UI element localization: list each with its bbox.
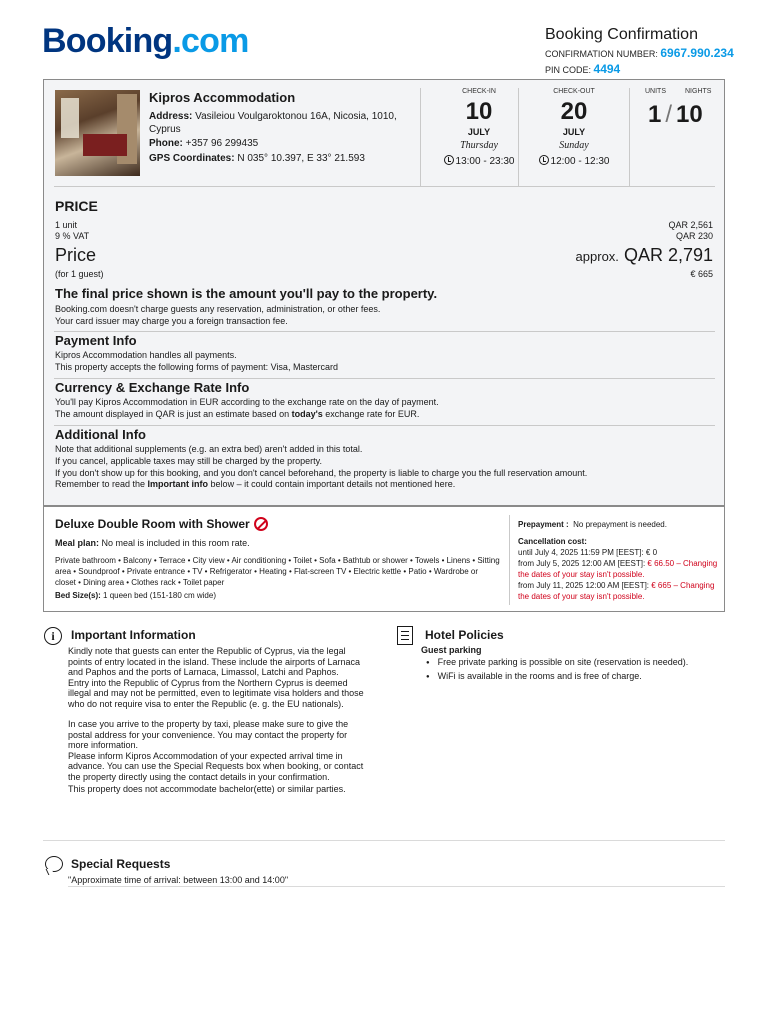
no-smoking-icon	[254, 517, 268, 531]
special-requests-title: Special Requests	[71, 857, 171, 871]
payment-info-title: Payment Info	[55, 333, 137, 348]
currency-info-title: Currency & Exchange Rate Info	[55, 380, 250, 395]
units-nights-value: 1 / 10	[648, 101, 703, 128]
divider	[54, 186, 715, 187]
policies-list	[426, 656, 688, 684]
divider	[54, 378, 715, 379]
property-gps: GPS Coordinates: N 035° 10.397, E 33° 21.593	[149, 153, 365, 164]
property-photo	[55, 90, 140, 176]
confirmation-title: Booking Confirmation	[545, 26, 698, 43]
guest-parking-heading: Guest parking	[421, 645, 482, 655]
document-icon	[397, 626, 413, 645]
room-title: Deluxe Double Room with Shower	[55, 517, 268, 531]
room-facilities: Private bathroom • Balcony • Terrace • City view • Air conditioning • Toilet • Sofa • Bathtub or shower • Towels • Linens • Sitting area • Soundproof • Private entrance • TV • Refrigerator • Heating • Flat-screen TV • Electric kettle • Patio • Wardrobe or closet • Dining area • Clothes rack • Toilet paper	[55, 556, 500, 587]
speech-bubble-icon	[45, 856, 63, 872]
info-icon: i	[44, 627, 62, 645]
property-address: Address: Vasileiou Voulgaroktonou 16A, Nicosia, 1010, Cyprus	[149, 111, 397, 135]
list-item: ● Free private parking is possible on site (reservation is needed).	[426, 656, 688, 670]
divider	[54, 425, 715, 426]
divider	[509, 515, 510, 605]
checkin-day: 10	[465, 98, 493, 125]
important-info-text: Kindly note that guests can enter the Republic of Cyprus, via the legal points of entry located in the island. These include the airports of Larnaca and Paphos and the ports of Larnaca, Limassol, Latchi and Paphos. Entry into the Republic of Cyprus from the Northern Cyprus is deemed illegal and may not be permitted, even to legitimate visa holders and those who do not require visa to enter the Republic (e. g. the EU nationals). In case you arrive to the property by taxi, please make sure to give the postal address for your convenience. You may contact the property for more information. Please inform Kipros Accommodation of your expected arrival time in advance. You can use the Special Requests box when booking, or contact the property directly using the contact details in your confirmation. This property does not accommodate bachelor(ette) or similar parties.	[68, 646, 364, 794]
units-label: UNITS	[645, 88, 666, 95]
divider	[68, 886, 725, 887]
booking-logo: Booking.com	[42, 22, 249, 60]
clock-icon	[539, 155, 549, 165]
confirmation-number: 6967.990.234	[660, 46, 734, 60]
vat-amount: QAR 230	[675, 231, 713, 241]
divider	[420, 88, 421, 186]
final-price-title: The final price shown is the amount you'll pay to the property.	[55, 286, 438, 301]
checkout-block: CHECK-OUT 20 JULY Sunday 12:00 - 12:30	[522, 88, 626, 167]
hotel-policies-title: Hotel Policies	[425, 628, 504, 642]
special-requests-text: "Approximate time of arrival: between 13:00 and 14:00"	[68, 875, 289, 885]
clock-icon	[444, 155, 454, 165]
additional-info-title: Additional Info	[55, 427, 146, 442]
pin-code-row: PIN CODE: 4494	[545, 62, 621, 76]
prepayment: Prepayment : No prepayment is needed.	[518, 520, 667, 529]
confirmation-number-row: CONFIRMATION NUMBER: 6967.990.234	[545, 46, 734, 60]
important-info-title: Important Information	[71, 628, 196, 642]
divider	[629, 88, 630, 186]
divider	[43, 840, 725, 841]
pin-code: 4494	[593, 62, 621, 76]
total-price: approx. QAR 2,791	[575, 245, 713, 265]
property-name: Kipros Accommodation	[149, 90, 296, 105]
room-policies: Prepayment : No prepayment is needed. Cancellation cost: until July 4, 2025 11:59 PM [EEST]: € 0 from July 5, 2025 12:00 AM [EEST]: € 66.50 – Changing the dates of your stay isn't possible. from July 11, 2025 12:00 AM [EEST]: € 665 – Changing the dates of your stay isn't possible.	[518, 520, 718, 601]
property-phone: Phone: +357 96 299435	[149, 138, 259, 149]
divider	[518, 88, 519, 186]
total-label: Price	[55, 245, 97, 265]
divider	[54, 331, 715, 332]
meal-plan: Meal plan: No meal is included in this room rate.	[55, 538, 250, 548]
checkin-block: CHECK-IN 10 JULY Thursday 13:00 - 23:30	[424, 88, 534, 167]
nights-label: NIGHTS	[685, 88, 712, 95]
price-title: PRICE	[55, 198, 98, 214]
checkout-day: 20	[560, 98, 588, 125]
confirmation-header	[545, 26, 745, 76]
room-details-box	[43, 506, 725, 612]
booking-summary-box: Kipros Accommodation Address: Vasileiou Voulgaroktonou 16A, Nicosia, 1010, Cyprus Phone: +357 96 299435 GPS Coordinates: N 035° 10.397, E 33° 21.593 CHECK-IN 10 JULY Thursday 13:00 - 23:30 CHECK-OUT 20 JULY Sunday 12:00 - 12:30 UNITS NIGHTS 1 / 10 PRICE 1 unit QAR 2,561 9 % VAT QAR 230 Price approx. QAR 2,791 (for 1 guest) € 665 The final price shown is the amount you'll pay to the property. Booking.com doesn't charge guests any reservation, administration, or other fees. Your card issuer may charge you a foreign transaction fee. Payment Info Kipros Accommodation handles all payments. This property accepts the following forms of payment: Visa, Mastercard Currency & Exchange Rate Info You'll pay Kipros Accommodation in EUR according to the exchange rate on the day of payment. The amount displayed in QAR is just an estimate based on today's exchange rate for EUR. Additional Info Note that additional supplements (e.g. an extra bed) aren't added in this total. If you cancel, applicable taxes may still be charged by the property. If you don't show up for this booking, and you don't cancel beforehand, the property is liable to charge you the full reservation amount. Remember to read the Important info below – it could contain important details not mentioned here.	[43, 79, 725, 506]
bed-size: Bed Size(s): 1 queen bed (151-180 cm wide)	[55, 591, 216, 600]
list-item: ● WiFi is available in the rooms and is free of charge.	[426, 670, 688, 684]
total-eur: € 665	[690, 269, 713, 279]
unit-price: QAR 2,561	[668, 220, 713, 230]
